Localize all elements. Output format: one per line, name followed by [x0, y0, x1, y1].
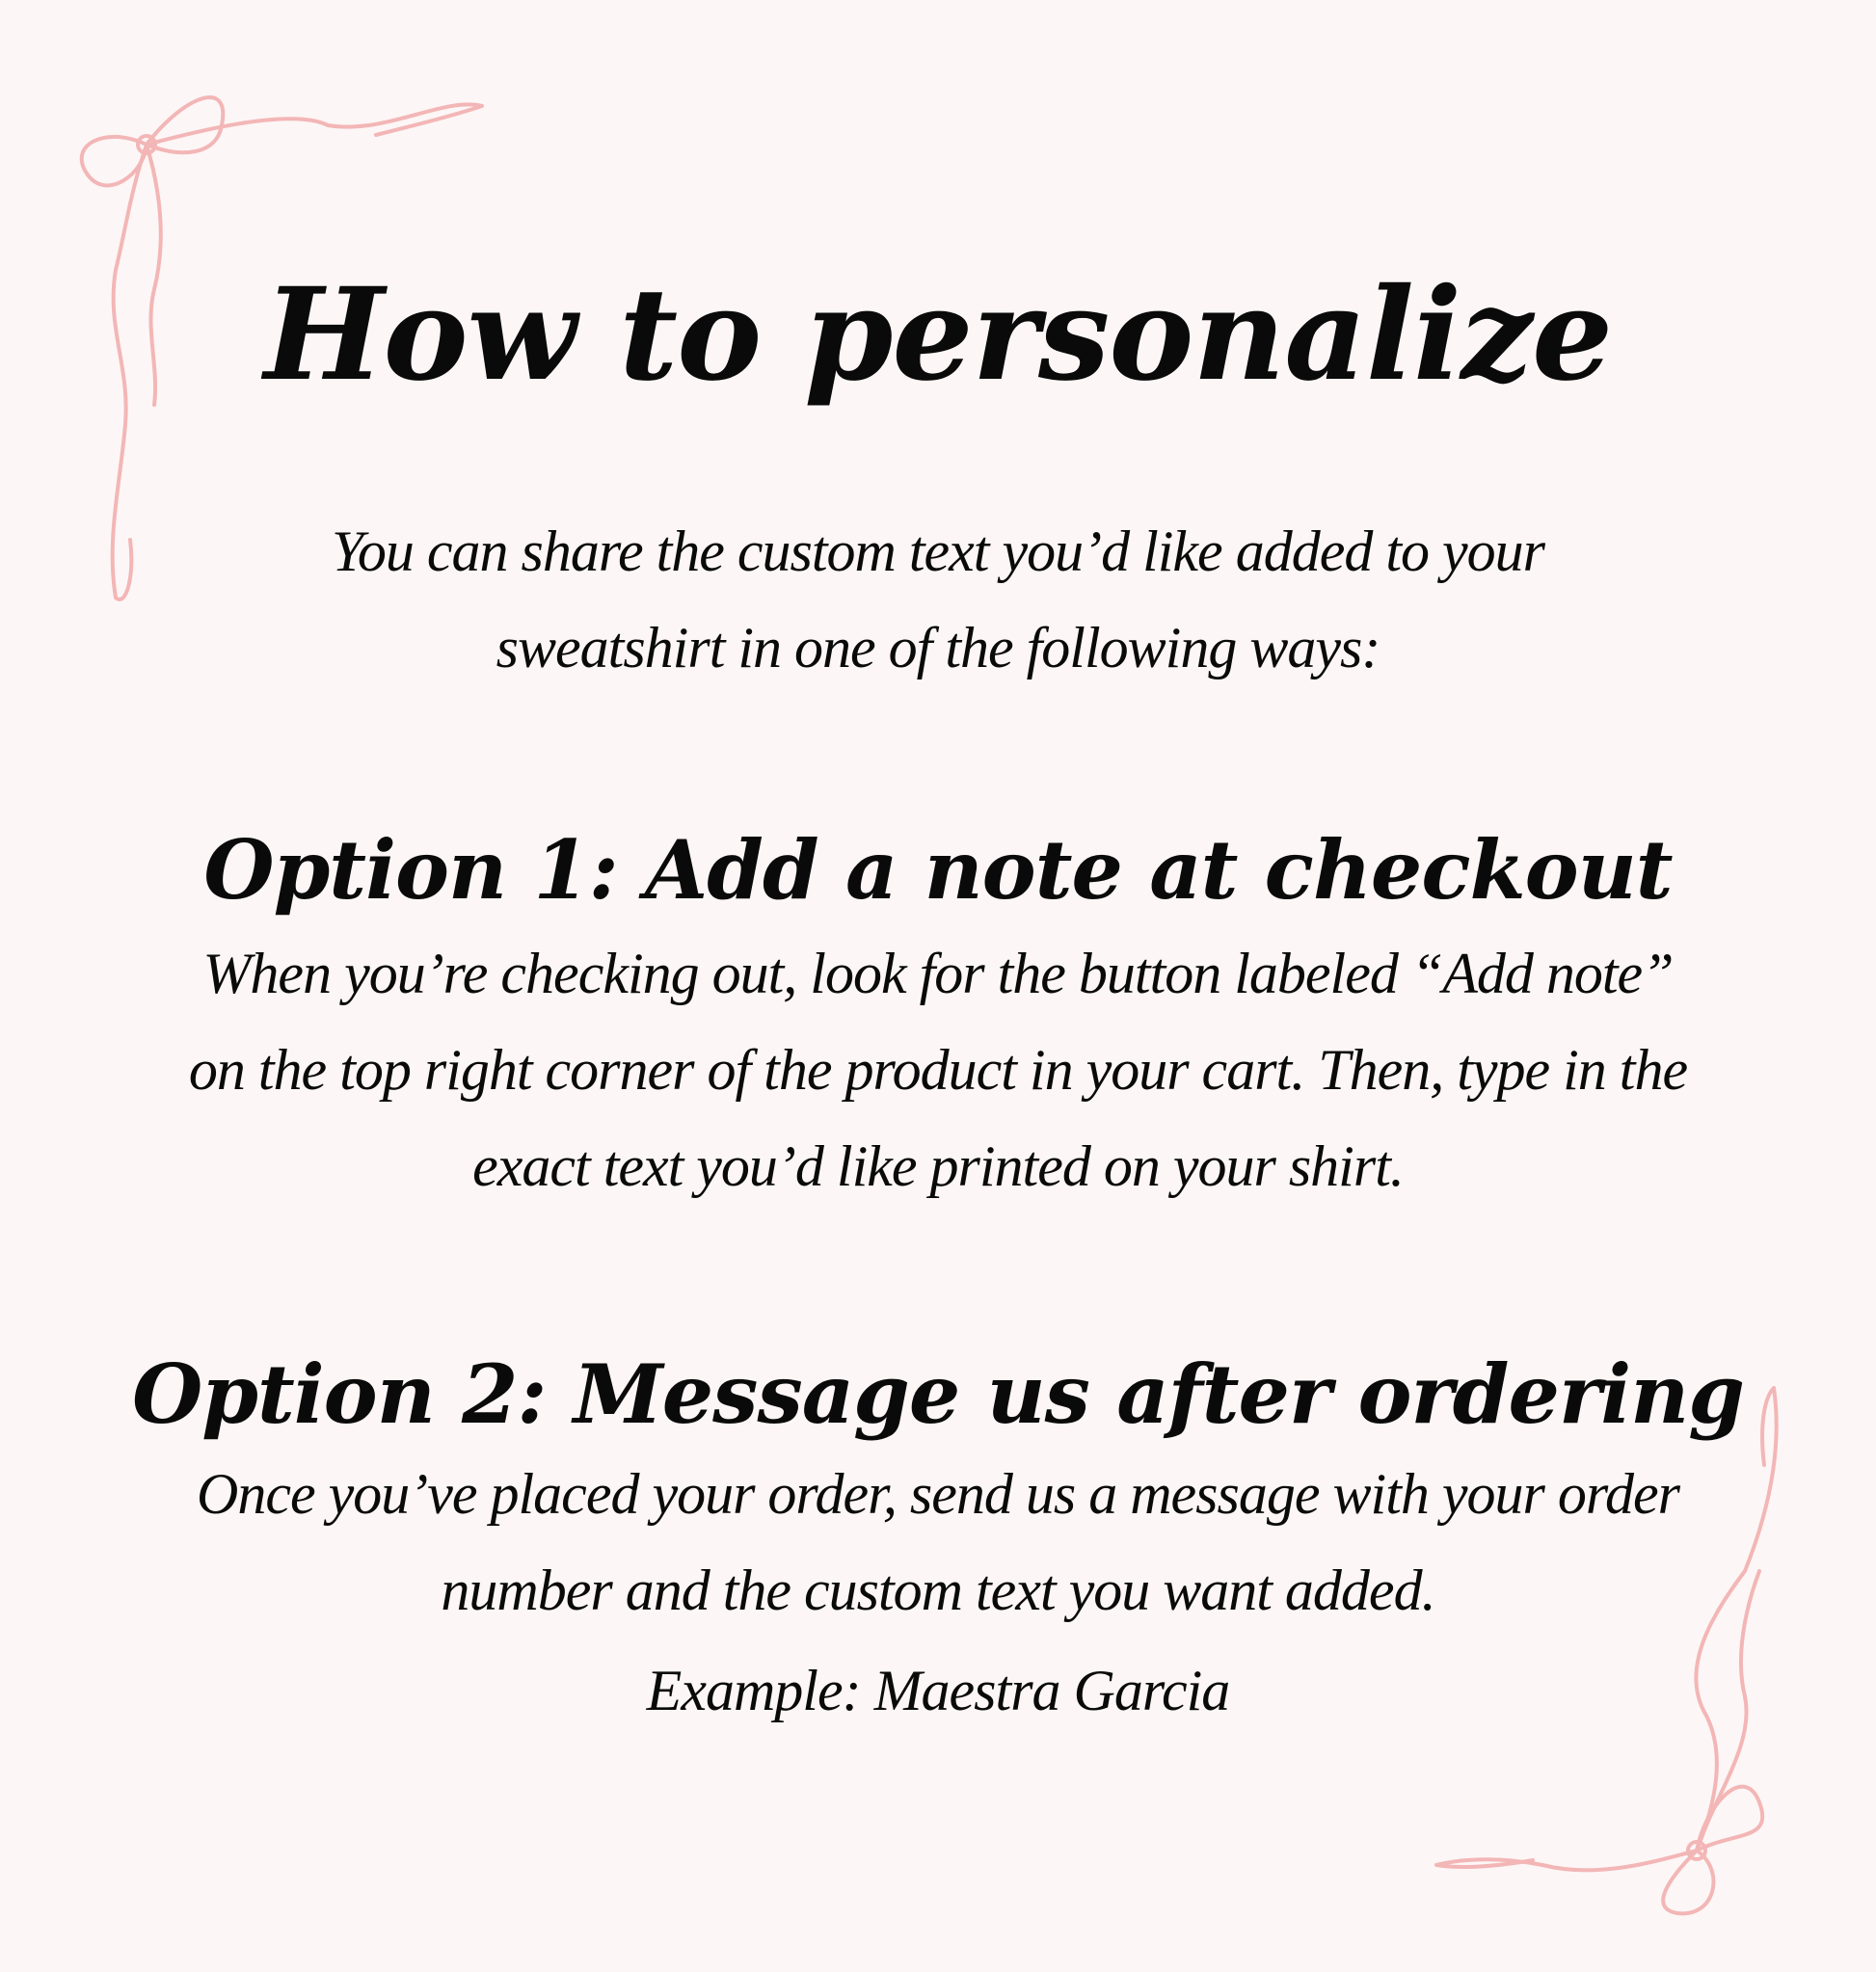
option-2-body: Once you’ve placed your order, send us a message with your order number and the custom text you want added.	[197, 1462, 1679, 1622]
example-text: Example: Maestra Garcia	[646, 1659, 1230, 1722]
option-1-title: Option 1: Add a note at checkout	[203, 822, 1673, 918]
option-1-body: When you’re checking out, look for the button labeled “Add note” on the top right corner of the product in your cart. Then, type in the exact text you’d like printed on your shirt.	[188, 942, 1688, 1198]
option-2-title: Option 2: Message us after ordering	[132, 1346, 1744, 1442]
intro-text: You can share the custom text you’d like added to your sweatshirt in one of the following ways:	[332, 520, 1544, 680]
page-title: How to personalize	[263, 260, 1613, 410]
